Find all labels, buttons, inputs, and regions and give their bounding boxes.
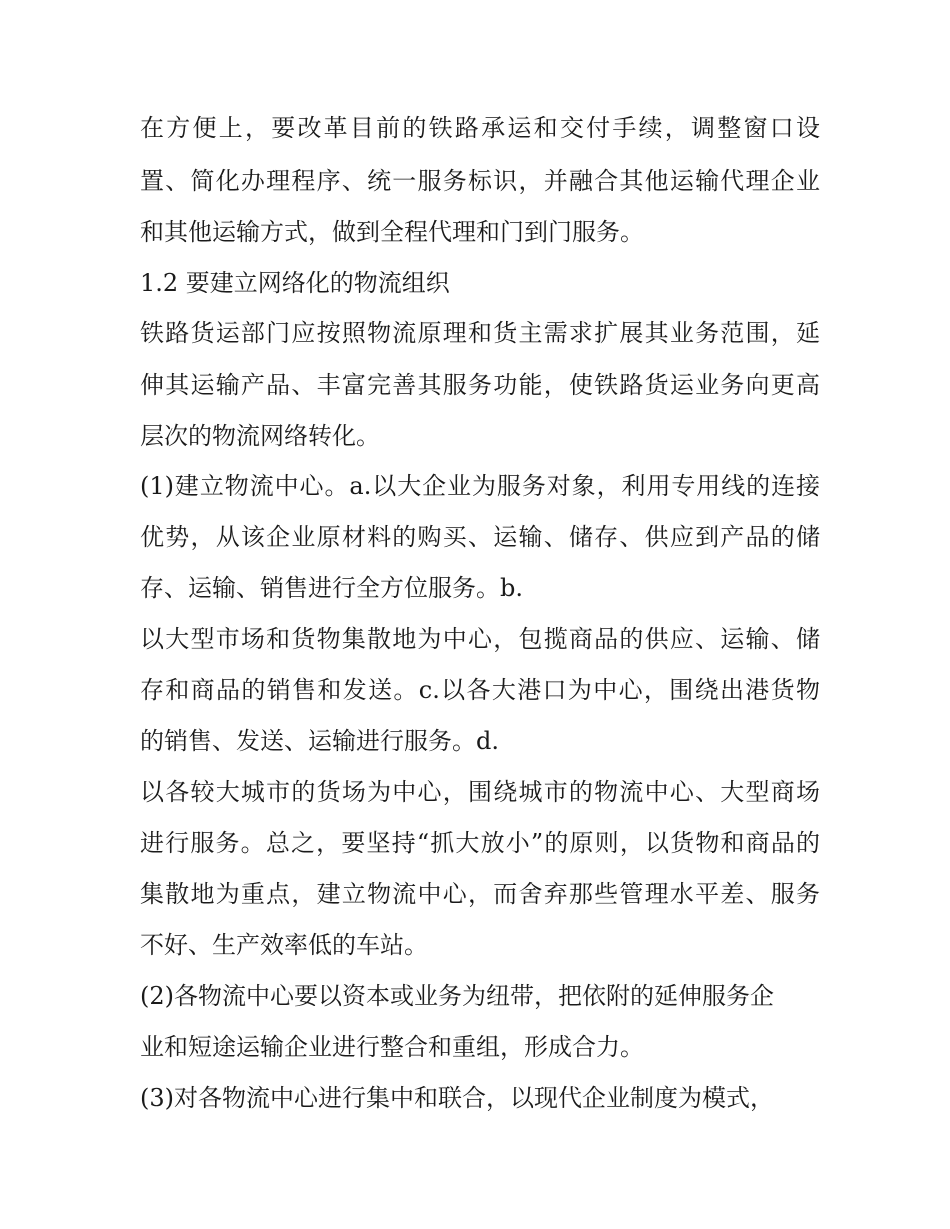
paragraph-line: 以大型市场和货物集散地为中心，包揽商品的供应、运输、储 bbox=[140, 625, 820, 653]
paragraph-line: 集散地为重点，建立物流中心，而舍弃那些管理水平差、服务 bbox=[140, 880, 820, 908]
paragraph-line: 层次的物流网络转化。 bbox=[140, 422, 380, 450]
paragraph-line: 存和商品的销售和发送。c.以各大港口为中心，围绕出港货物 bbox=[140, 676, 820, 704]
paragraph-line: 存、运输、销售进行全方位服务。b. bbox=[140, 574, 523, 602]
section-heading: 1.2 要建立网络化的物流组织 bbox=[140, 269, 450, 297]
paragraph-line: 不好、生产效率低的车站。 bbox=[140, 931, 428, 959]
paragraph-line: 置、简化办理程序、统一服务标识，并融合其他运输代理企业 bbox=[140, 167, 820, 195]
paragraph-line: 业和短途运输企业进行整合和重组，形成合力。 bbox=[140, 1033, 644, 1061]
paragraph-line: 进行服务。总之，要坚持“抓大放小”的原则，以货物和商品的 bbox=[140, 829, 820, 857]
paragraph-line: 和其他运输方式，做到全程代理和门到门服务。 bbox=[140, 218, 644, 246]
paragraph-line: (1)建立物流中心。a.以大企业为服务对象，利用专用线的连接 bbox=[140, 472, 820, 500]
paragraph-line: 优势，从该企业原材料的购买、运输、储存、供应到产品的储 bbox=[140, 523, 820, 551]
paragraph-line: (2)各物流中心要以资本或业务为纽带，把依附的延伸服务企 bbox=[140, 982, 774, 1010]
paragraph-line: 铁路货运部门应按照物流原理和货主需求扩展其业务范围，延 bbox=[140, 319, 820, 347]
paragraph-line: 的销售、发送、运输进行服务。d. bbox=[140, 727, 499, 755]
paragraph-line: 以各较大城市的货场为中心，围绕城市的物流中心、大型商场 bbox=[140, 778, 820, 806]
paragraph-line: (3)对各物流中心进行集中和联合，以现代企业制度为模式， bbox=[140, 1084, 774, 1112]
paragraph-line: 伸其运输产品、丰富完善其服务功能，使铁路货运业务向更高 bbox=[140, 371, 820, 399]
paragraph-line: 在方便上，要改革目前的铁路承运和交付手续，调整窗口设 bbox=[140, 114, 820, 142]
